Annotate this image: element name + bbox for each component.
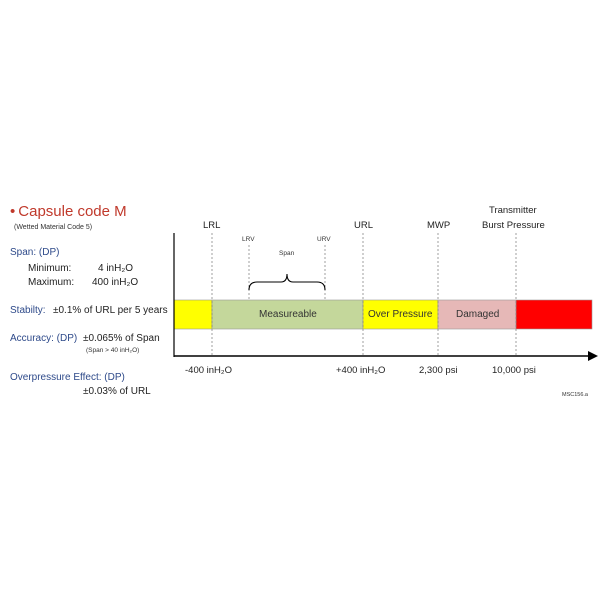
mwp-label: MWP (427, 220, 451, 231)
axis-arrow-icon (588, 351, 598, 361)
urv-label: URV (317, 236, 331, 243)
transmitter-label: Transmitter (489, 205, 537, 216)
overpressure-value: ±0.03% of URL (83, 386, 151, 397)
burst-segment (516, 300, 592, 329)
accuracy-label: Accuracy: (DP) (10, 333, 78, 344)
stability-value: ±0.1% of URL per 5 years (53, 305, 168, 316)
figure-code: MSC156.a (562, 392, 588, 398)
span-label: Span (279, 250, 295, 257)
lrl-label: LRL (203, 220, 221, 231)
span-brace-icon (249, 274, 325, 290)
span-heading: Span: (DP) (10, 247, 60, 258)
burst-pressure-label: Burst Pressure (482, 220, 545, 231)
measureable-label: Measureable (259, 309, 317, 320)
lrv-label: LRV (242, 236, 255, 243)
minimum-label: Minimum: (28, 263, 72, 274)
axis-label-10000psi: 10,000 psi (492, 365, 536, 376)
axis-label-pos400: +400 inH₂O (336, 365, 386, 376)
wetted-material-subtitle: (Wetted Material Code 5) (14, 224, 93, 231)
minimum-value: 4 inH₂O (98, 263, 134, 274)
damaged-label: Damaged (456, 309, 500, 320)
below-lrl-segment (174, 300, 212, 329)
title-text: Capsule code M (18, 203, 127, 220)
axis-label-neg400: -400 inH₂O (185, 365, 232, 376)
accuracy-value: ±0.065% of Span (83, 333, 160, 344)
title-bullet: • (10, 203, 16, 220)
accuracy-note: (Span > 40 inH₂O) (86, 347, 140, 354)
axis-label-2300psi: 2,300 psi (419, 365, 458, 376)
maximum-label: Maximum: (28, 277, 75, 288)
maximum-value: 400 inH₂O (92, 277, 139, 288)
stability-label: Stabilty: (10, 305, 46, 316)
overpressure-heading: Overpressure Effect: (DP) (10, 372, 125, 383)
over-pressure-label: Over Pressure (368, 309, 433, 320)
url-label: URL (354, 220, 374, 231)
